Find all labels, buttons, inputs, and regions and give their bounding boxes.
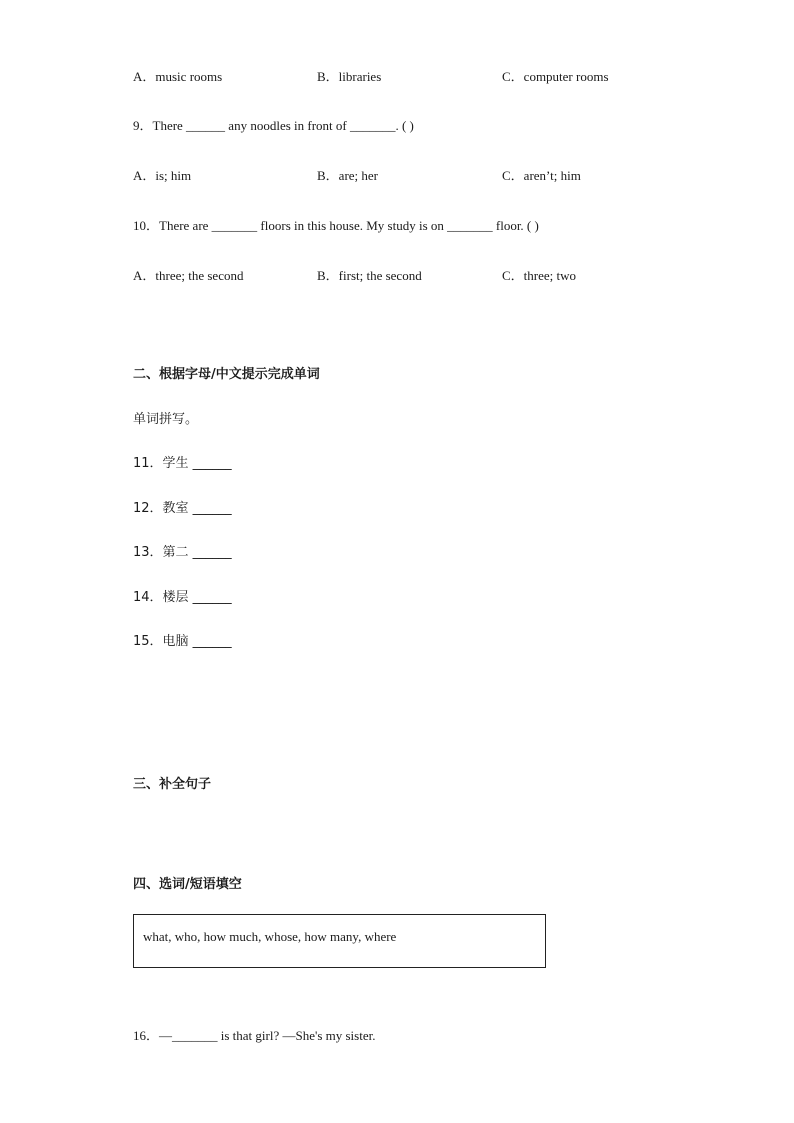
q9-option-b: B．are; her [317,168,379,183]
q11-item: 11．学生 ______ [133,456,232,471]
q14-item: 14．楼层 ______ [133,590,232,605]
word-bank-box [133,914,546,968]
section3-heading: 三、补全句子 [133,777,212,792]
q10-option-a: A．three; the second [133,268,244,283]
word-bank-text: what, who, how much, whose, how many, where [143,929,397,944]
q9-option-c: C．aren’t; him [502,168,581,183]
q15-item: 15．电脑 ______ [133,634,232,649]
q12-item: 12．教室 ______ [133,501,232,516]
q9-stem: 9．There ______ any noodles in front of _______. ( ) [133,118,414,133]
q10-option-b: B．first; the second [317,268,422,283]
q8-option-c: C．computer rooms [502,69,609,84]
q13-item: 13．第二 ______ [133,545,232,560]
q8-option-b: B．libraries [317,69,382,84]
q10-stem: 10．There are _______ floors in this house. My study is on _______ floor. ( ) [133,218,539,233]
q8-option-a: A．music rooms [133,69,223,84]
q16-stem: 16．—_______ is that girl? —She's my sister. [133,1028,376,1043]
section2-heading: 二、根据字母/中文提示完成单词 [133,367,320,382]
section2-instruction: 单词拼写。 [133,412,199,427]
q9-option-a: A．is; him [133,168,192,183]
section4-heading: 四、选词/短语填空 [133,877,242,892]
q10-option-c: C．three; two [502,268,577,283]
